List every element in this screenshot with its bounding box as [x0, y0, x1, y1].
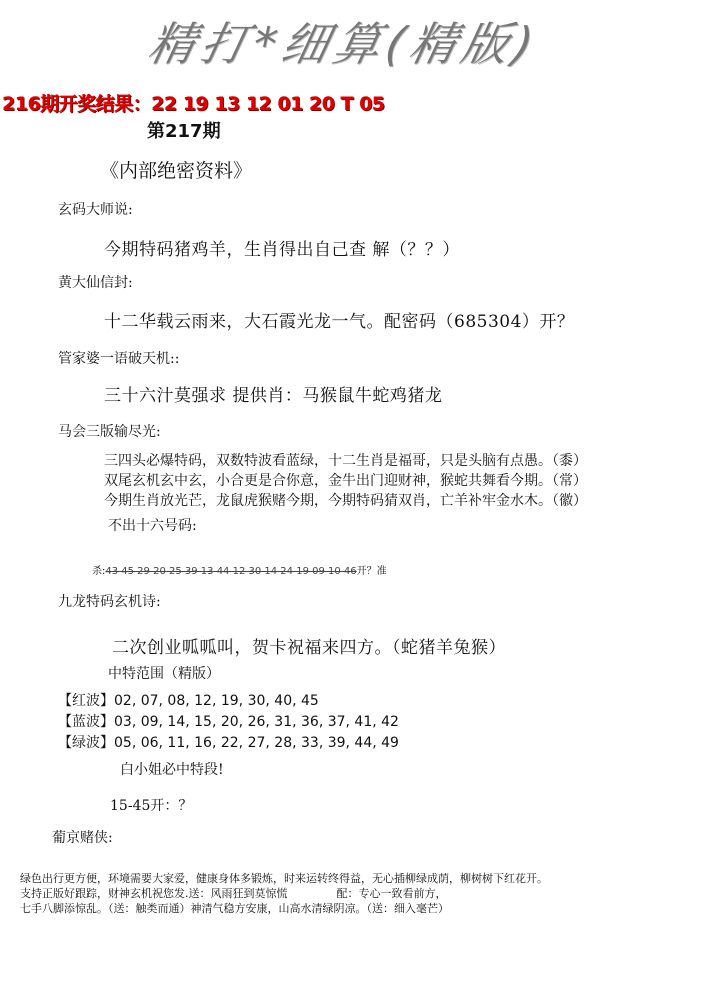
master-label: 玄码大师说:	[58, 202, 133, 218]
banner-title: 精打*细算(精版)	[143, 17, 545, 71]
kill-suffix: 开？准	[356, 566, 387, 577]
range-title: 中特范围（精版）	[108, 666, 220, 682]
issue-number: 第217期	[147, 121, 221, 142]
wave-numbers: 03, 09, 14, 15, 20, 26, 31, 36, 37, 41, 42	[114, 714, 399, 730]
kill-numbers: 43 45 29 20 25 39 13 44 12 30 14 24 19 09 10 46	[105, 566, 357, 577]
nine-dragon-text: 二次创业呱呱叫，贺卡祝福来四方。（蛇猪羊兔猴）	[112, 638, 506, 658]
steward-text: 三十六汁莫强求 提供肖：马猴鼠牛蛇鸡猪龙	[104, 386, 443, 406]
poem-line: 三四头必爆特码，双数特波看蓝绿，十二生肖是福哥，只是头脑有点愚。（黍）	[104, 453, 587, 469]
wave-name: 【绿波】	[58, 735, 114, 751]
wave-numbers: 02, 07, 08, 12, 19, 30, 40, 45	[114, 693, 319, 709]
wave-green	[58, 732, 399, 752]
footer-line: 支持正版好跟踪，财神玄机祝您发.送：风雨狂到莫惊慌 配：专心一致看前方，	[20, 887, 447, 900]
wave-name: 【红波】	[58, 693, 114, 709]
bai-label: 白小姐必中特段!	[120, 762, 224, 778]
macau-label: 葡京赌侠:	[52, 830, 113, 846]
horse-poem	[104, 451, 587, 511]
poem-line: 今期生肖放光芒，龙鼠虎猴赌今期，今期特码猜双肖，亡羊补牢金水木。（徽）	[104, 493, 587, 509]
master-text: 今期特码猪鸡羊，生肖得出自己查 解（？？）	[104, 240, 460, 260]
draw-result: 216期开奖结果：22 19 13 12 01 20 T 05	[2, 93, 385, 115]
wave-blue	[58, 711, 399, 731]
no16-label: 不出十六号码:	[108, 518, 197, 534]
kill-numbers-line	[92, 562, 387, 577]
steward-label: 管家婆一语破天机::	[58, 351, 180, 367]
footer-line: 绿色出行更方便，环境需要大家爱，健康身体多锻炼，时来运转终得益，无心插柳绿成荫，柳树树下红花开。	[20, 872, 548, 885]
doc-title: 《内部绝密资料》	[100, 160, 253, 182]
wave-name: 【蓝波】	[58, 714, 114, 730]
fairy-label: 黄大仙信封:	[58, 275, 133, 291]
footer-poem	[20, 871, 548, 916]
footer-line: 七手八脚添惊乱。（送：触类而通）神清气稳方安康，山高水清绿阴凉。（送：细入毫芒）	[20, 902, 449, 915]
range-text: 15-45开：？	[110, 798, 193, 814]
kill-prefix: 杀:	[92, 566, 106, 577]
poem-line: 双尾玄机玄中玄，小合更是合你意，金牛出门迎财神，猴蛇共舞看今期。（常）	[104, 473, 587, 489]
wave-red	[58, 690, 319, 710]
nine-dragon-label: 九龙特码玄机诗:	[58, 594, 161, 610]
wave-numbers: 05, 06, 11, 16, 22, 27, 28, 33, 39, 44, 49	[114, 735, 399, 751]
fairy-text: 十二华载云雨来，大石霞光龙一气。配密码（685304）开？	[104, 312, 575, 332]
horse-label: 马会三版输尽光:	[58, 424, 161, 440]
